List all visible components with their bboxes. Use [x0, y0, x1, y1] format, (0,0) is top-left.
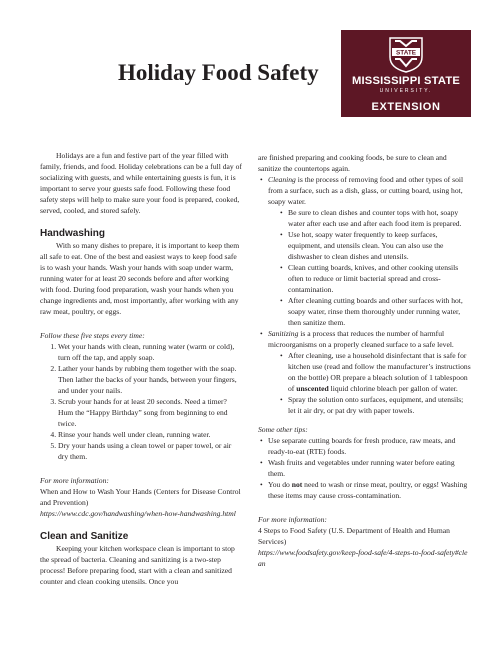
logo-line1: MISSISSIPPI STATE	[351, 75, 461, 87]
sanitizing-item	[258, 328, 471, 416]
not-emphasis: not	[291, 480, 303, 489]
more-info-link[interactable]: https://www.cdc.gov/handwashing/when-how-handwashing.html	[40, 509, 236, 518]
clean-sanitize-list	[258, 174, 471, 416]
cleaning-subitem: • After cleaning cutting boards and other surfaces with hot, soapy water, rinse them thoroughly under running water, then sanitize them.	[278, 295, 471, 328]
tip-item: • Wash fruits and vegetables under running water before eating them.	[258, 457, 471, 479]
sanitizing-definition: is a process that reduces the number of harmful microorganisms on a properly cleaned surface to a safe level.	[268, 329, 454, 349]
continued-paragraph: are finished preparing and cooking foods, be sure to clean and sanitize the countertops again.	[258, 153, 447, 173]
clean-sanitize-paragraph: Keeping your kitchen workspace clean is important to stop the spread of bacteria. Cleaning and sanitizing is a two-step process! Before preparing food, start with a clean and sanitized counter and clean cooking utensils. Once you	[40, 544, 235, 586]
cleaning-item	[258, 174, 471, 328]
step-item: 3. Scrub your hands for at least 20 seconds. Need a timer? Hum the “Happy Birthday” song from beginning to end twice.	[58, 396, 243, 429]
sanitizing-sublist	[268, 350, 471, 416]
shield-letters: STATE	[396, 49, 416, 57]
step-item: 1. Wet your hands with clean, running water (warm or cold), turn off the tap, and apply soap.	[58, 341, 243, 363]
tip-item	[258, 479, 471, 501]
tips-label: Some other tips:	[258, 425, 308, 434]
logo-extension: EXTENSION	[371, 101, 441, 113]
step-item: 5. Dry your hands using a clean towel or paper towel, or air dry them.	[58, 440, 243, 462]
sanitizing-subitem	[278, 350, 471, 394]
clean-sanitize-heading: Clean and Sanitize	[40, 531, 129, 542]
cleaning-subitem: • Use hot, soapy water frequently to keep surfaces, equipment, and utensils clean. You can also use the dishwasher to clean dishes and utensils.	[278, 229, 471, 262]
cleaning-definition: is the process of removing food and other types of soil from a surface, such as a dish, glass, or cutting board, using hot, soapy water.	[268, 175, 464, 206]
page-title: Holiday Food Safety	[118, 60, 319, 85]
tip-text: You do	[268, 480, 292, 489]
cleaning-term: Cleaning	[268, 175, 296, 184]
logo-line2: UNIVERSITY.	[379, 88, 433, 94]
cleaning-subitem: • Clean cutting boards, knives, and other cooking utensils often to reduce or limit bacterial spread and cross-contamination.	[278, 262, 471, 295]
tips-list	[258, 435, 471, 501]
more-info-link[interactable]: https://www.foodsafety.gov/keep-food-safe/4-steps-to-food-safety#clean	[258, 548, 468, 568]
sanitize-text: After cleaning, use a household disinfectant that is safe for kitchen use (read and follow the manufacturer’s instructions on the bottle) OR prepare a bleach solution of 1 tablespoon of	[288, 351, 471, 393]
step-item: 4. Rinse your hands well under clean, running water.	[58, 429, 243, 440]
left-column	[40, 150, 243, 587]
steps-intro: Follow these five steps every time:	[40, 331, 145, 340]
unscented-emphasis: unscented	[296, 384, 329, 393]
sanitize-text-end: liquid chlorine bleach per gallon of water.	[328, 384, 458, 393]
tip-item: • Use separate cutting boards for fresh produce, raw meats, and ready-to-eat (RTE) foods.	[258, 435, 471, 457]
sanitizing-term: Sanitizing	[268, 329, 299, 338]
tip-text-end: need to wash or rinse meat, poultry, or eggs! Washing these items may cause cross-contamination.	[268, 480, 468, 500]
more-info-label: For more information:	[40, 476, 109, 485]
more-info-label: For more information:	[258, 515, 327, 524]
handwashing-steps	[40, 341, 243, 462]
handwashing-paragraph: With so many dishes to prepare, it is important to keep them all safe to eat. One of the best and easiest ways to keep food safe is to wash your hands. Wash your hands with soap under warm, running water for at least 20 seconds before and after working with food. During food preparation, wash your hands when you change ingredients and, most importantly, after working with any raw meat, poultry, or eggs.	[40, 241, 240, 316]
right-column	[258, 152, 471, 569]
step-item: 2. Lather your hands by rubbing them together with the soap. Then lather the backs of your hands, between your fingers, and under your nails.	[58, 363, 243, 396]
msu-extension-logo	[341, 30, 471, 117]
sanitizing-subitem: • Spray the solution onto surfaces, equipment, and utensils; let it air dry, or pat dry with paper towels.	[278, 394, 471, 416]
intro-paragraph: Holidays are a fun and festive part of the year filled with family, friends, and food. Holiday celebrations can be a full day of socializing with guests, and while entertaining guests is fun, it is important to serve your guests safe food. Following these food safety steps will help to make sure your food is prepared, cooked, served, cooled, and stored safely.	[40, 151, 242, 215]
handwashing-heading: Handwashing	[40, 228, 106, 239]
more-info-source: 4 Steps to Food Safety (U.S. Department of Health and Human Services)	[258, 526, 450, 546]
shield-icon	[389, 37, 423, 73]
more-info-source: When and How to Wash Your Hands (Centers for Disease Control and Prevention)	[40, 487, 241, 507]
cleaning-subitem: • Be sure to clean dishes and counter tops with hot, soapy water after each use and after each food item is prepared.	[278, 207, 471, 229]
cleaning-sublist	[268, 207, 471, 328]
